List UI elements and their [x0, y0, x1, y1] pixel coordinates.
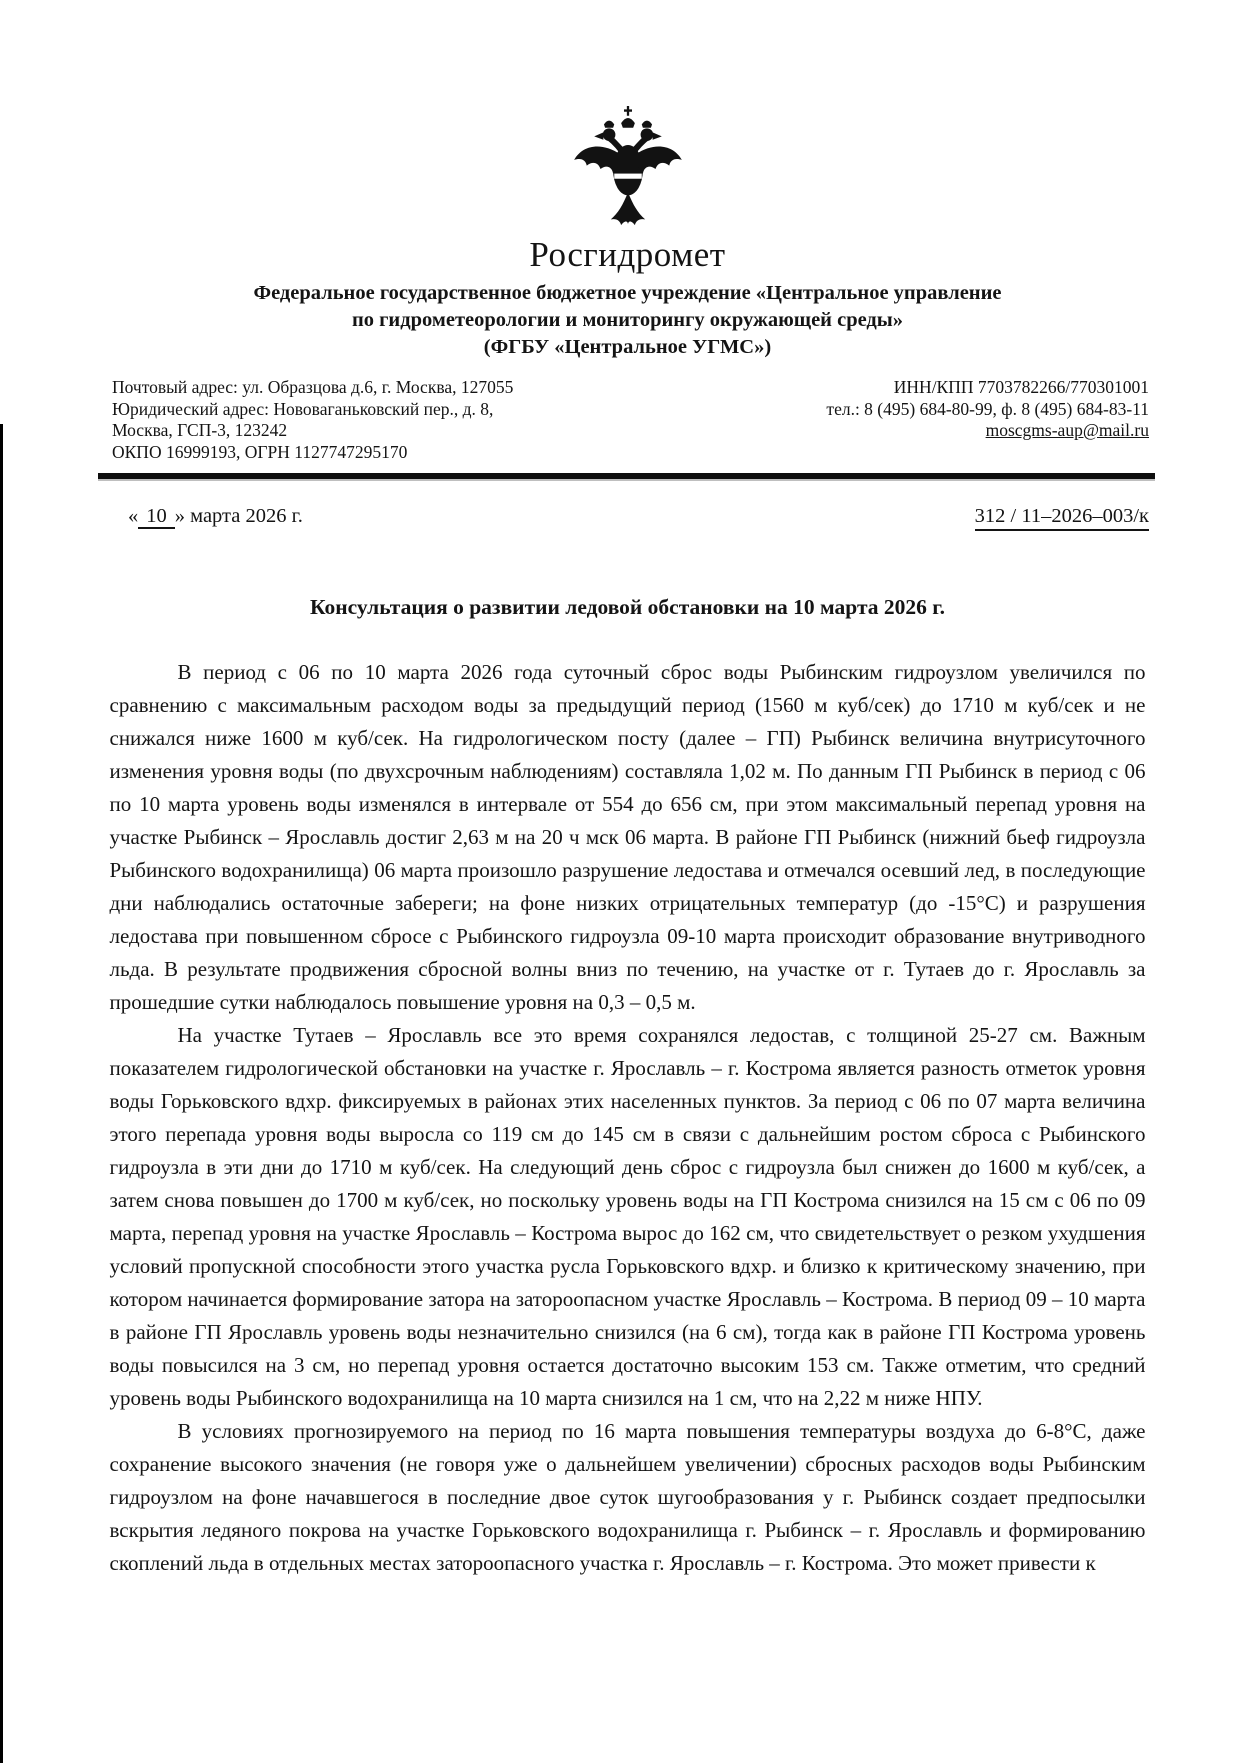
letterhead-emblem — [0, 0, 1255, 232]
organization-name-line2: по гидрометеорологии и мониторингу окружающей среды» — [351, 309, 904, 331]
okpo-ogrn: ОКПО 16999193, ОГРН 1127747295170 — [112, 441, 408, 462]
requisites-column — [826, 377, 1149, 463]
organization-name-line3: (ФГБУ «Центральное УГМС») — [483, 336, 772, 358]
body-paragraph: В период с 06 по 10 марта 2026 года суточный сброс воды Рыбинским гидроузлом увеличился по сравнению с максимальным расходом воды за предыдущий период (1560 м куб/сек) до 1710 м куб/сек и не снижался ниже 1600 м куб/сек. На гидрологическом посту (далее – ГП) Рыбинск величина внутрисуточного изменения уровня воды (по двухсрочным наблюдениям) составляла 1,02 м. По данным ГП Рыбинск в период с 06 по 10 марта уровень воды изменялся в интервале от 554 до 656 см, при этом максимальный перепад уровня на участке Рыбинск – Ярославль достиг 2,63 м на 20 ч мск 06 марта. В районе ГП Рыбинск (нижний бьеф гидроузла Рыбинского водохранилища) 06 марта произошло разрушение ледостава и отмечался осевший лед, в последующие дни наблюдались остаточные забереги; на фоне низких отрицательных температур (до -15°С) и разрушения ледостава при повышенном сбросе с Рыбинского гидроузла 09-10 марта происходит образование внутриводного льда. В результате продвижения сбросной волны вниз по течению, на участке от г. Тутаев до г. Ярославль за прошедшие сутки наблюдалось повышение уровня на 0,3 – 0,5 м. — [109, 660, 1146, 1014]
letter-body — [110, 656, 1146, 1580]
reference-row — [128, 505, 1149, 531]
organization-name — [0, 280, 1255, 361]
date-open-quote: « — [128, 505, 139, 527]
letterhead-divider — [98, 473, 1155, 479]
email-address: moscgms-aup@mail.ru — [985, 420, 1149, 440]
legal-address-line1: Юридический адрес: Нововаганьковский пер., д. 8, — [112, 398, 494, 419]
letter-date — [128, 505, 303, 528]
legal-address-line2: Москва, ГСП-3, 123242 — [112, 420, 288, 440]
organization-name-line1: Федеральное государственное бюджетное учреждение «Центральное управление — [253, 282, 1002, 304]
date-rest: » марта 2026 г. — [174, 505, 303, 527]
date-day: 10 — [138, 505, 175, 529]
postal-address: Почтовый адрес: ул. Образцова д.6, г. Москва, 127055 — [112, 377, 514, 397]
letter-title: Консультация о развитии ледовой обстановки на 10 марта 2026 г. — [310, 595, 945, 619]
scan-edge-artifact — [0, 424, 3, 1763]
address-column — [112, 377, 513, 463]
double-headed-eagle-icon — [570, 106, 686, 232]
inn-kpp: ИНН/КПП 7703782266/770301001 — [893, 377, 1149, 397]
body-paragraph: В условиях прогнозируемого на период по 16 марта повышения температуры воздуха до 6-8°С, даже сохранение высокого значения (не говоря уже о дальнейшем увеличении) сбросных расходов воды Рыбинским гидроузлом на фоне начавшегося в последние двое суток шугообразования у г. Рыбинск создает предпосылки вскрытия ледяного покрова на участке Горьковского водохранилища г. Рыбинск – г. Ярославль и формированию скоплений льда в отдельных местах затороопасного участка г. Ярославль – г. Кострома. Это может привести к — [109, 1419, 1146, 1575]
phone-fax: тел.: 8 (495) 684-80-99, ф. 8 (495) 684-83-11 — [826, 398, 1149, 419]
contact-block — [112, 377, 1149, 463]
document-number: 312 / 11–2026–003/к — [975, 505, 1149, 531]
agency-name: Росгидромет — [529, 235, 726, 274]
body-paragraph: На участке Тутаев – Ярославль все это время сохранялся ледостав, с толщиной 25-27 см. Важным показателем гидрологической обстановки на участке г. Ярославль – г. Кострома является разность отметок уровня воды Горьковского вдхр. фиксируемых в районах этих населенных пунктов. За период с 06 по 07 марта величина этого перепада уровня воды выросла со 119 см до 145 см в связи с дальнейшим ростом сброса с Рыбинского гидроузла в эти дни до 1710 м куб/сек. На следующий день сброс с гидроузла был снижен до 1600 м куб/сек, а затем снова повышен до 1700 м куб/сек, но поскольку уровень воды на ГП Кострома снизился на 15 см с 06 по 09 марта, перепад уровня на участке Ярославль – Кострома вырос до 162 см, что свидетельствует о резком ухудшения условий пропускной способности этого участка русла Горьковского вдхр. и близко к критическому значению, при котором начинается формирование затора на затороопасном участке Ярославль – Кострома. В период 09 – 10 марта в районе ГП Ярославль уровень воды незначительно снизился (на 6 см), тогда как в районе ГП Кострома уровень воды повысился на 3 см, но перепад уровня остается достаточно высоким 153 см. Также отметим, что средний уровень воды Рыбинского водохранилища на 10 марта снизился на 1 см, что на 2,22 м ниже НПУ. — [109, 1023, 1146, 1410]
